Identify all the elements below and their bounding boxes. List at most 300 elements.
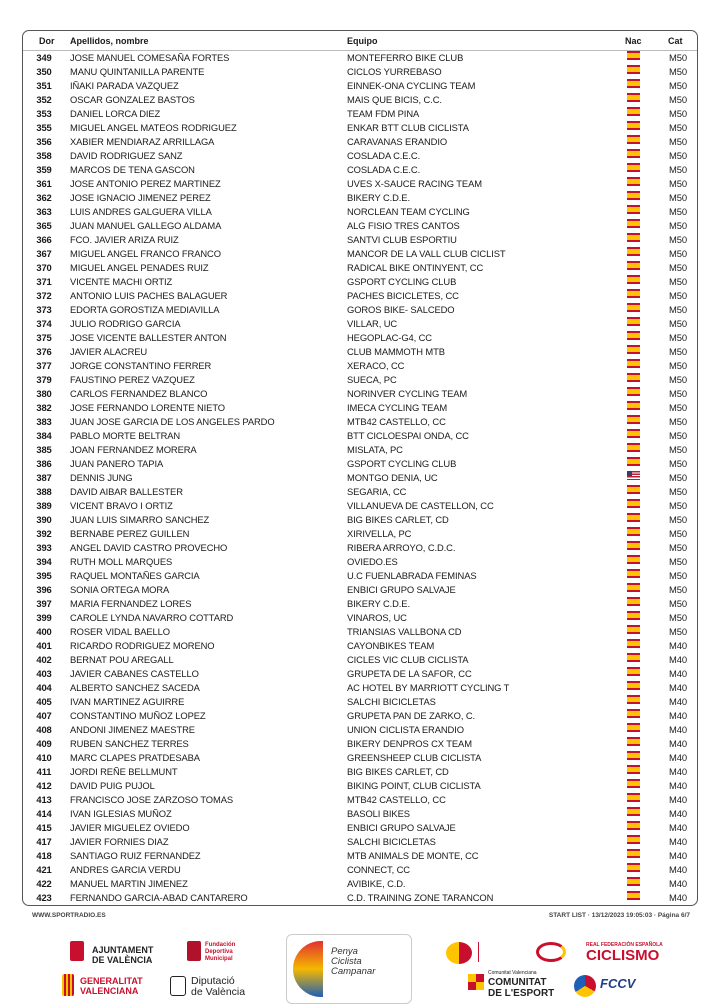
team-name: BIG BIKES CARLET, CD	[347, 514, 449, 525]
logo-generalitat: GENERALITAT VALENCIANA	[80, 976, 143, 996]
table-row	[23, 121, 697, 135]
table-row	[23, 849, 697, 863]
team-name: CONNECT, CC	[347, 864, 410, 875]
table-row	[23, 625, 697, 639]
team-name: BIKERY C.D.E.	[347, 598, 410, 609]
rider-name: JAVIER MIGUELEZ OVIEDO	[70, 822, 190, 833]
category: M50	[669, 514, 687, 525]
team-name: UNION CICLISTA ERANDIO	[347, 724, 464, 735]
category: M40	[669, 794, 687, 805]
team-name: GOROS BIKE- SALCEDO	[347, 304, 455, 315]
spain-flag-icon	[627, 345, 640, 354]
spain-flag-icon	[627, 821, 640, 830]
rider-name: ANGEL DAVID CASTRO PROVECHO	[70, 542, 228, 553]
team-name: RIBERA ARROYO, C.D.C.	[347, 542, 456, 553]
table-row	[23, 555, 697, 569]
table-row	[23, 65, 697, 79]
bib-number: 377	[36, 360, 52, 371]
bib-number: 371	[36, 276, 52, 287]
team-name: VINAROS, UC	[347, 612, 407, 623]
spain-flag-icon	[627, 527, 640, 536]
team-name: HEGOPLAC-G4, CC	[347, 332, 432, 343]
table-row	[23, 163, 697, 177]
table-row	[23, 429, 697, 443]
bib-number: 372	[36, 290, 52, 301]
table-row	[23, 415, 697, 429]
bib-number: 376	[36, 346, 52, 357]
rider-name: RICARDO RODRIGUEZ MORENO	[70, 640, 215, 651]
team-name: MTB ANIMALS DE MONTE, CC	[347, 850, 479, 861]
diputacio-icon	[170, 976, 186, 996]
rider-name: MARIA FERNANDEZ LORES	[70, 598, 192, 609]
rider-name: MANU QUINTANILLA PARENTE	[70, 66, 205, 77]
table-row	[23, 569, 697, 583]
footer-info: START LIST · 13/12/2023 19:05:03 · Página 6/7	[548, 912, 690, 919]
rider-name: MARCOS DE TENA GASCON	[70, 164, 195, 175]
rider-name: JAVIER ALACREU	[70, 346, 148, 357]
category: M50	[669, 52, 687, 63]
rider-name: CAROLE LYNDA NAVARRO COTTARD	[70, 612, 234, 623]
team-name: RADICAL BIKE ONTINYENT, CC	[347, 262, 484, 273]
header-nac: Nac	[625, 36, 642, 46]
table-row	[23, 807, 697, 821]
category: M50	[669, 318, 687, 329]
spain-flag-icon	[627, 233, 640, 242]
category: M50	[669, 332, 687, 343]
spain-flag-icon	[627, 163, 640, 172]
category: M40	[669, 738, 687, 749]
bib-number: 409	[36, 738, 52, 749]
table-row	[23, 107, 697, 121]
category: M40	[669, 836, 687, 847]
rider-name: IVAN IGLESIAS MUÑOZ	[70, 808, 172, 819]
team-name: XIRIVELLA, PC	[347, 528, 412, 539]
bib-number: 413	[36, 794, 52, 805]
spain-flag-icon	[627, 373, 640, 382]
team-name: GREENSHEEP CLUB CICLISTA	[347, 752, 482, 763]
table-body	[23, 51, 697, 905]
rider-name: JULIO RODRIGO GARCIA	[70, 318, 181, 329]
spain-flag-icon	[627, 555, 640, 564]
bib-number: 410	[36, 752, 52, 763]
team-name: C.D. TRAINING ZONE TARANCON	[347, 892, 494, 903]
bib-number: 418	[36, 850, 52, 861]
category: M50	[669, 150, 687, 161]
spain-flag-icon	[627, 107, 640, 116]
bib-number: 405	[36, 696, 52, 707]
table-row	[23, 891, 697, 905]
table-row	[23, 191, 697, 205]
team-name: COSLADA C.E.C.	[347, 164, 421, 175]
table-row	[23, 723, 697, 737]
team-name: ALG FISIO TRES CANTOS	[347, 220, 460, 231]
category: M50	[669, 584, 687, 595]
logo-rfec: CICLISMO	[586, 947, 660, 964]
penya-ciclista-logo	[286, 934, 412, 1004]
category: M50	[669, 388, 687, 399]
table-row	[23, 331, 697, 345]
bib-number: 359	[36, 164, 52, 175]
team-name: BTT CICLOESPAI ONDA, CC	[347, 430, 469, 441]
table-row	[23, 597, 697, 611]
table-row	[23, 653, 697, 667]
bib-number: 356	[36, 136, 52, 147]
rider-name: RUBEN SANCHEZ TERRES	[70, 738, 189, 749]
spain-flag-icon	[627, 387, 640, 396]
spain-flag-icon	[627, 849, 640, 858]
team-name: OVIEDO.ES	[347, 556, 398, 567]
team-name: SUECA, PC	[347, 374, 397, 385]
team-name: MANCOR DE LA VALL CLUB CICLIST	[347, 248, 506, 259]
bib-number: 399	[36, 612, 52, 623]
category: M50	[669, 402, 687, 413]
rider-name: ALBERTO SANCHEZ SACEDA	[70, 682, 200, 693]
table-row	[23, 205, 697, 219]
spain-flag-icon	[627, 261, 640, 270]
rider-name: LUIS ANDRES GALGUERA VILLA	[70, 206, 212, 217]
category: M40	[669, 864, 687, 875]
rider-name: OSCAR GONZALEZ BASTOS	[70, 94, 195, 105]
category: M50	[669, 598, 687, 609]
spain-flag-icon	[627, 583, 640, 592]
table-row	[23, 51, 697, 65]
rider-name: JUAN PANERO TAPIA	[70, 458, 164, 469]
bib-number: 394	[36, 556, 52, 567]
category: M50	[669, 206, 687, 217]
rider-name: DAVID AIBAR BALLESTER	[70, 486, 183, 497]
rider-name: JAVIER CABANES CASTELLO	[70, 668, 199, 679]
team-name: UVES X-SAUCE RACING TEAM	[347, 178, 482, 189]
rider-name: JORDI REÑE BELLMUNT	[70, 766, 178, 777]
table-row	[23, 765, 697, 779]
category: M40	[669, 850, 687, 861]
bib-number: 396	[36, 584, 52, 595]
bib-number: 352	[36, 94, 52, 105]
rider-name: MIGUEL ANGEL PENADES RUIZ	[70, 262, 209, 273]
fundacion-icon	[187, 941, 201, 961]
category: M50	[669, 94, 687, 105]
bib-number: 422	[36, 878, 52, 889]
team-name: MTB42 CASTELLO, CC	[347, 794, 446, 805]
rider-name: JOAN FERNANDEZ MORERA	[70, 444, 197, 455]
table-row	[23, 247, 697, 261]
rider-name: IÑAKI PARADA VAZQUEZ	[70, 80, 179, 91]
rfec-icon	[536, 942, 566, 962]
spain-flag-icon	[627, 317, 640, 326]
team-name: PACHES BICICLETES, CC	[347, 290, 459, 301]
team-name: ENBICI GRUPO SALVAJE	[347, 822, 456, 833]
bib-number: 411	[36, 766, 52, 777]
spain-flag-icon	[627, 695, 640, 704]
spain-flag-icon	[627, 639, 640, 648]
rider-name: MIGUEL ANGEL MATEOS RODRIGUEZ	[70, 122, 237, 133]
rider-name: RAQUEL MONTAÑES GARCIA	[70, 570, 200, 581]
rider-name: SANTIAGO RUIZ FERNANDEZ	[70, 850, 201, 861]
category: M40	[669, 752, 687, 763]
category: M50	[669, 290, 687, 301]
table-row	[23, 233, 697, 247]
category: M40	[669, 878, 687, 889]
cv-icon	[468, 974, 484, 990]
spain-flag-icon	[627, 331, 640, 340]
logo-diputacio: Diputació de València	[191, 975, 246, 998]
category: M40	[669, 640, 687, 651]
header-cat: Cat	[668, 36, 683, 46]
spain-flag-icon	[627, 653, 640, 662]
bib-number: 380	[36, 388, 52, 399]
table-row	[23, 779, 697, 793]
category: M40	[669, 780, 687, 791]
category: M50	[669, 220, 687, 231]
logo-cv: COMUNITAT DE L'ESPORT	[488, 977, 555, 999]
bib-number: 421	[36, 864, 52, 875]
bib-number: 383	[36, 416, 52, 427]
team-name: BIKERY DENPROS CX TEAM	[347, 738, 472, 749]
team-name: IMECA CYCLING TEAM	[347, 402, 448, 413]
logo-fundacion: Fundación Deportiva Municipal	[205, 942, 236, 962]
spain-flag-icon	[627, 401, 640, 410]
table-row	[23, 401, 697, 415]
category: M40	[669, 724, 687, 735]
category: M50	[669, 304, 687, 315]
category: M40	[669, 892, 687, 903]
category: M50	[669, 542, 687, 553]
table-row	[23, 835, 697, 849]
team-name: AVIBIKE, C.D.	[347, 878, 406, 889]
team-name: CICLOS YURREBASO	[347, 66, 442, 77]
team-name: SANTVI CLUB ESPORTIU	[347, 234, 457, 245]
table-row	[23, 317, 697, 331]
bib-number: 361	[36, 178, 52, 189]
spain-flag-icon	[627, 443, 640, 452]
spain-flag-icon	[627, 765, 640, 774]
table-row	[23, 499, 697, 513]
table-row	[23, 275, 697, 289]
table-row	[23, 527, 697, 541]
rider-name: BERNAT POU AREGALL	[70, 654, 174, 665]
spain-flag-icon	[627, 751, 640, 760]
bib-number: 397	[36, 598, 52, 609]
spain-flag-icon	[627, 499, 640, 508]
category: M50	[669, 80, 687, 91]
spain-flag-icon	[627, 541, 640, 550]
logo-ajuntament: AJUNTAMENT DE VALÈNCIA	[92, 945, 154, 965]
rider-name: ANDRES GARCIA VERDU	[70, 864, 181, 875]
category: M50	[669, 108, 687, 119]
table-row	[23, 149, 697, 163]
spain-flag-icon	[627, 275, 640, 284]
rider-name: FERNANDO GARCIA-ABAD CANTARERO	[70, 892, 248, 903]
spain-flag-icon	[627, 709, 640, 718]
spain-flag-icon	[627, 835, 640, 844]
team-name: VILLANUEVA DE CASTELLON, CC	[347, 500, 494, 511]
team-name: AC HOTEL BY MARRIOTT CYCLING T	[347, 682, 510, 693]
csd-icon	[446, 942, 472, 964]
team-name: TRIANSIAS VALLBONA CD	[347, 626, 462, 637]
team-name: BASOLI BIKES	[347, 808, 410, 819]
spain-flag-icon	[627, 289, 640, 298]
team-name: SALCHI BICICLETAS	[347, 696, 436, 707]
team-name: XERACO, CC	[347, 360, 405, 371]
spain-flag-icon	[627, 415, 640, 424]
category: M50	[669, 262, 687, 273]
category: M50	[669, 626, 687, 637]
bib-number: 374	[36, 318, 52, 329]
bib-number: 375	[36, 332, 52, 343]
category: M40	[669, 766, 687, 777]
bib-number: 367	[36, 248, 52, 259]
table-row	[23, 387, 697, 401]
table-row	[23, 611, 697, 625]
rider-name: DAVID PUIG PUJOL	[70, 780, 155, 791]
rider-name: MANUEL MARTIN JIMENEZ	[70, 878, 188, 889]
rider-name: IVAN MARTINEZ AGUIRRE	[70, 696, 185, 707]
team-name: BIKERY C.D.E.	[347, 192, 410, 203]
category: M50	[669, 248, 687, 259]
bib-number: 408	[36, 724, 52, 735]
rider-name: VICENTE MACHI ORTIZ	[70, 276, 173, 287]
team-name: MISLATA, PC	[347, 444, 403, 455]
team-name: CAYONBIKES TEAM	[347, 640, 435, 651]
team-name: NORINVER CYCLING TEAM	[347, 388, 468, 399]
spain-flag-icon	[627, 191, 640, 200]
bib-number: 365	[36, 220, 52, 231]
team-name: COSLADA C.E.C.	[347, 150, 421, 161]
penya-swoosh-icon	[293, 941, 323, 997]
rider-name: VICENT BRAVO I ORTIZ	[70, 500, 173, 511]
team-name: GRUPETA DE LA SAFOR, CC	[347, 668, 472, 679]
fccv-icon	[574, 975, 596, 997]
spain-flag-icon	[627, 205, 640, 214]
rider-name: ROSER VIDAL BAELLO	[70, 626, 170, 637]
rider-name: JORGE CONSTANTINO FERRER	[70, 360, 212, 371]
bib-number: 389	[36, 500, 52, 511]
spain-flag-icon	[627, 121, 640, 130]
rider-name: EDORTA GOROSTIZA MEDIAVILLA	[70, 304, 220, 315]
bib-number: 402	[36, 654, 52, 665]
rider-name: JUAN LUIS SIMARRO SANCHEZ	[70, 514, 210, 525]
bib-number: 407	[36, 710, 52, 721]
spain-flag-icon	[627, 93, 640, 102]
table-row	[23, 359, 697, 373]
spain-flag-icon	[627, 681, 640, 690]
bib-number: 363	[36, 206, 52, 217]
table-row	[23, 737, 697, 751]
table-row	[23, 583, 697, 597]
table-row	[23, 261, 697, 275]
spain-flag-icon	[627, 793, 640, 802]
rider-name: FRANCISCO JOSE ZARZOSO TOMAS	[70, 794, 234, 805]
rider-name: XABIER MENDIARAZ ARRILLAGA	[70, 136, 215, 147]
footer-website: WWW.SPORTRADIO.ES	[32, 912, 106, 919]
rider-name: MIGUEL ANGEL FRANCO FRANCO	[70, 248, 221, 259]
bib-number: 403	[36, 668, 52, 679]
spain-flag-icon	[627, 429, 640, 438]
bib-number: 393	[36, 542, 52, 553]
bib-number: 401	[36, 640, 52, 651]
team-name: TEAM FDM PINA	[347, 108, 420, 119]
spain-flag-icon	[627, 219, 640, 228]
table-row	[23, 79, 697, 93]
header-team: Equipo	[347, 36, 378, 46]
bib-number: 417	[36, 836, 52, 847]
category: M50	[669, 178, 687, 189]
team-name: GRUPETA PAN DE ZARKO, C.	[347, 710, 476, 721]
spain-flag-icon	[627, 667, 640, 676]
category: M50	[669, 234, 687, 245]
team-name: NORCLEAN TEAM CYCLING	[347, 206, 470, 217]
table-row	[23, 135, 697, 149]
table-row	[23, 695, 697, 709]
bib-number: 404	[36, 682, 52, 693]
table-row	[23, 709, 697, 723]
spain-flag-icon	[627, 625, 640, 634]
rider-name: ANDONI JIMENEZ MAESTRE	[70, 724, 195, 735]
category: M50	[669, 430, 687, 441]
category: M40	[669, 654, 687, 665]
rider-name: PABLO MORTE BELTRAN	[70, 430, 181, 441]
spain-flag-icon	[627, 359, 640, 368]
team-name: SEGARIA, CC	[347, 486, 407, 497]
rider-name: CONSTANTINO MUÑOZ LOPEZ	[70, 710, 206, 721]
category: M50	[669, 192, 687, 203]
category: M50	[669, 472, 687, 483]
generalitat-icon	[62, 974, 74, 996]
category: M40	[669, 710, 687, 721]
header-name: Apellidos, nombre	[70, 36, 149, 46]
table-row	[23, 93, 697, 107]
team-name: MONTEFERRO BIKE CLUB	[347, 52, 464, 63]
spain-flag-icon	[627, 723, 640, 732]
logo-penya: Penya Ciclista Campanar	[331, 946, 376, 977]
bib-number: 388	[36, 486, 52, 497]
spain-flag-icon	[627, 135, 640, 144]
table-row	[23, 345, 697, 359]
bib-number: 379	[36, 374, 52, 385]
rider-name: CARLOS FERNANDEZ BLANCO	[70, 388, 208, 399]
bib-number: 362	[36, 192, 52, 203]
logo-cv-top: Comunitat Valenciana	[488, 970, 537, 976]
rider-name: FCO. JAVIER ARIZA RUIZ	[70, 234, 179, 245]
category: M40	[669, 822, 687, 833]
spain-flag-icon	[627, 611, 640, 620]
rider-name: JOSE ANTONIO PEREZ MARTINEZ	[70, 178, 221, 189]
team-name: CICLES VIC CLUB CICLISTA	[347, 654, 469, 665]
rider-name: JOSE VICENTE BALLESTER ANTON	[70, 332, 227, 343]
valencia-crest-icon	[70, 941, 84, 961]
category: M50	[669, 346, 687, 357]
table-row	[23, 513, 697, 527]
bib-number: 400	[36, 626, 52, 637]
csd-label	[478, 942, 519, 962]
table-row	[23, 541, 697, 555]
team-name: MAIS QUE BICIS, C.C.	[347, 94, 442, 105]
bib-number: 353	[36, 108, 52, 119]
table-header	[23, 31, 697, 51]
rider-name: DAVID RODRIGUEZ SANZ	[70, 150, 183, 161]
logo-fccv: FCCV	[600, 976, 636, 991]
bib-number: 355	[36, 122, 52, 133]
spain-flag-icon	[627, 891, 640, 900]
spain-flag-icon	[627, 863, 640, 872]
category: M50	[669, 528, 687, 539]
bib-number: 351	[36, 80, 52, 91]
start-list-table	[22, 30, 698, 906]
category: M50	[669, 66, 687, 77]
category: M50	[669, 416, 687, 427]
table-row	[23, 373, 697, 387]
table-row	[23, 751, 697, 765]
